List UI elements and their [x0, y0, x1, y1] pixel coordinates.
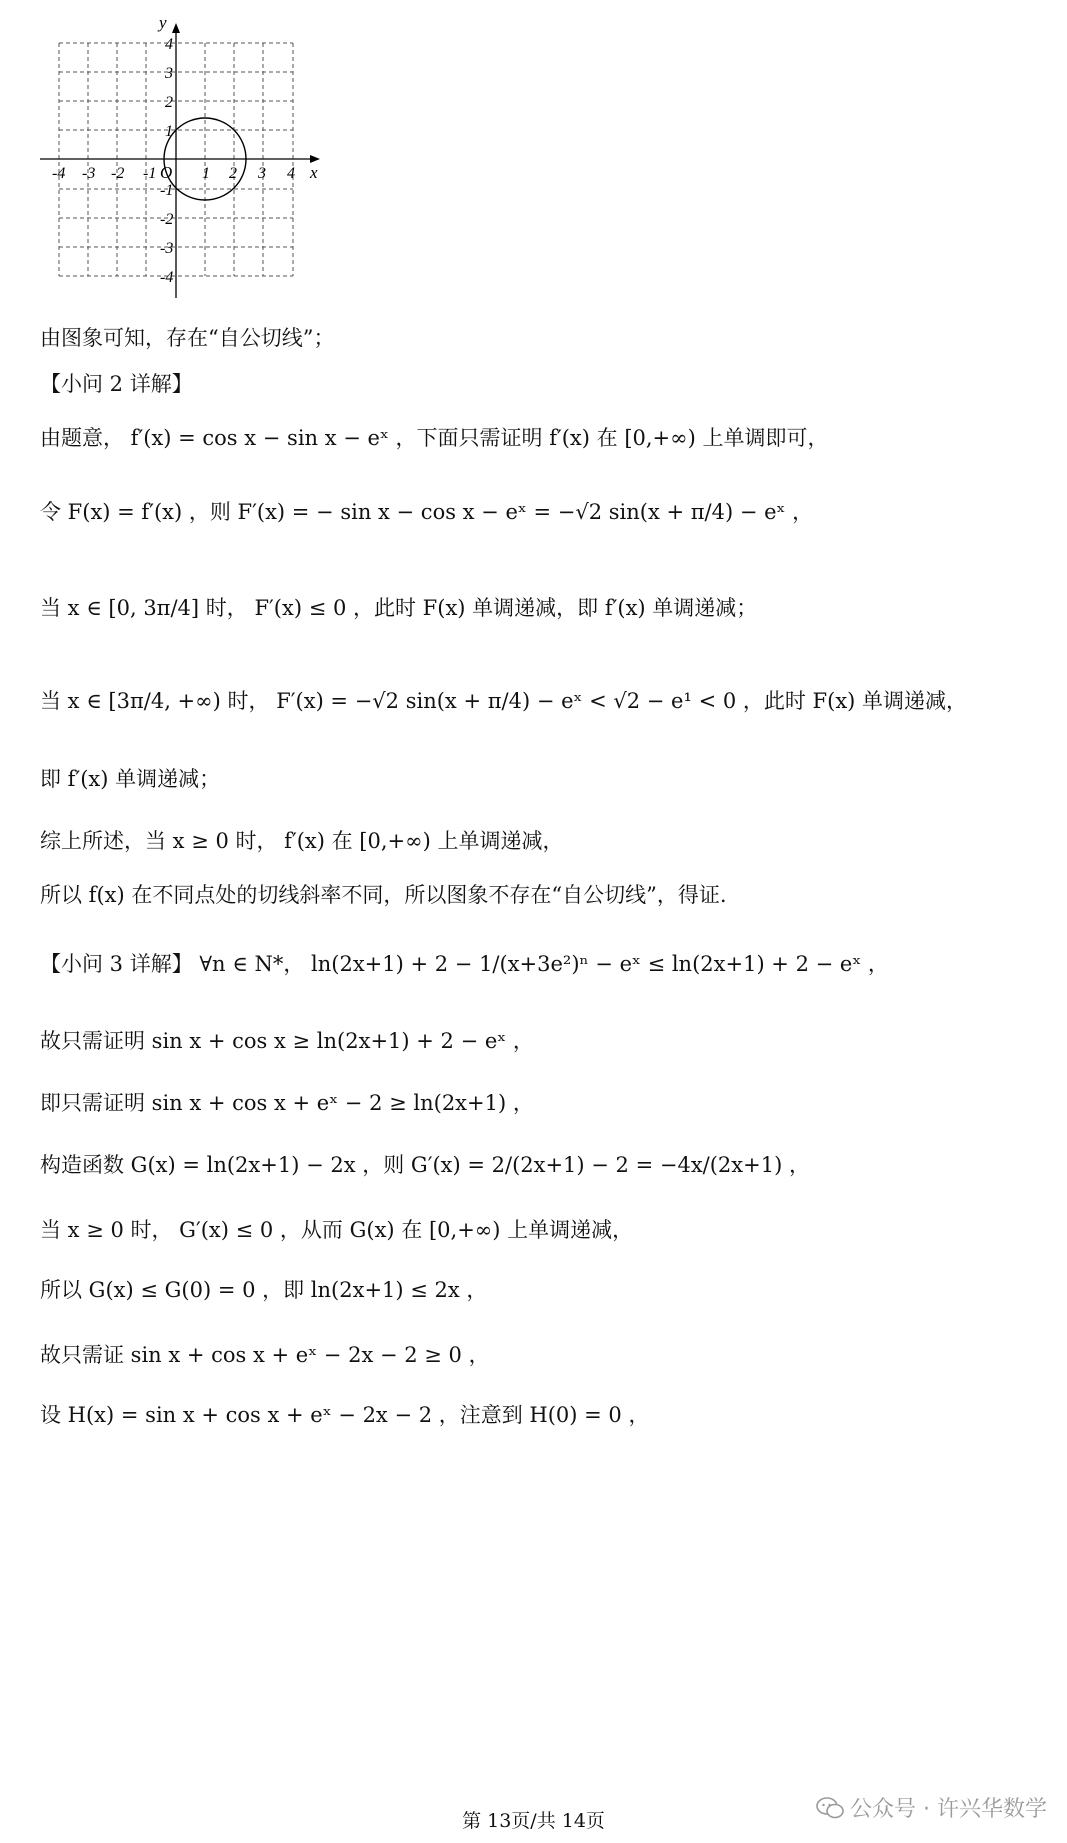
wechat-icon [816, 1797, 844, 1819]
y-tick-label: -4 [160, 269, 174, 286]
x-axis-label: x [310, 163, 318, 182]
coordinate-graph [40, 10, 340, 310]
y-tick-label: 1 [165, 123, 173, 140]
proof-line-q3-4: 当 x ≥ 0 时， G′(x) ≤ 0 ，从而 G(x) 在 [0,+∞) 上单调递减， [40, 1218, 634, 1242]
y-tick-label: 3 [165, 65, 173, 82]
x-tick-label: -1 [143, 165, 157, 182]
conclusion-line-1: 由图象可知，存在“自公切线”； [40, 326, 335, 350]
x-tick-label: -2 [111, 165, 125, 182]
proof-line-q3-7: 设 H(x) = sin x + cos x + eˣ − 2x − 2 ，注意到 H(0) = 0 ， [40, 1403, 650, 1427]
proof-line-q2-3: 当 x ∈ [0, 3π/4] 时， F′(x) ≤ 0 ，此时 F(x) 单调递减，即 f′(x) 单调递减； [40, 596, 758, 620]
x-tick-label: 2 [229, 165, 237, 182]
page-number: 第 13页/共 14页 [462, 1810, 605, 1832]
y-tick-label: 2 [165, 94, 173, 111]
x-tick-label: -3 [82, 165, 96, 182]
y-tick-label: -3 [160, 240, 174, 257]
x-tick-label: 1 [202, 165, 210, 182]
y-tick-label: -1 [160, 182, 174, 199]
proof-line-q2-7: 所以 f(x) 在不同点处的切线斜率不同，所以图象不存在“自公切线”，得证. [40, 883, 727, 907]
proof-line-q2-2: 令 F(x) = f′(x) ，则 F′(x) = − sin x − cos x − eˣ = −√2 sin(x + π/4) − eˣ ， [40, 500, 814, 524]
watermark-text: 公众号 · 许兴华数学 [850, 1797, 1047, 1822]
x-tick-labels [52, 165, 295, 182]
proof-line-q2-5: 即 f′(x) 单调递减； [40, 767, 221, 791]
proof-line-q3-1: 故只需证明 sin x + cos x ≥ ln(2x+1) + 2 − eˣ ， [40, 1029, 534, 1053]
y-tick-labels [160, 36, 173, 286]
origin-label: O [160, 163, 173, 182]
proof-line-q2-4: 当 x ∈ [3π/4, +∞) 时， F′(x) = −√2 sin(x + π/4) − eˣ < √2 − e¹ < 0 ，此时 F(x) 单调递减， [40, 689, 968, 713]
section-heading-q3: 【小问 3 详解】 ∀n ∈ N*， ln(2x+1) + 2 − 1/(x+3e²)ⁿ − eˣ ≤ ln(2x+1) + 2 − eˣ ， [40, 952, 889, 976]
proof-line-q3-2: 即只需证明 sin x + cos x + eˣ − 2 ≥ ln(2x+1) ， [40, 1091, 534, 1115]
proof-line-q3-6: 故只需证 sin x + cos x + eˣ − 2x − 2 ≥ 0 ， [40, 1343, 490, 1367]
section-heading-q2: 【小问 2 详解】 [40, 372, 193, 396]
proof-line-q3-5: 所以 G(x) ≤ G(0) = 0 ，即 ln(2x+1) ≤ 2x ， [40, 1278, 488, 1302]
x-tick-label: 3 [258, 165, 266, 182]
watermark [816, 1792, 1047, 1823]
proof-line-q3-3: 构造函数 G(x) = ln(2x+1) − 2x ，则 G′(x) = 2/(2x+1) − 2 = −4x/(2x+1) ， [40, 1153, 810, 1177]
proof-line-q2-1: 由题意， f′(x) = cos x − sin x − eˣ ，下面只需证明 f′(x) 在 [0,+∞) 上单调即可， [40, 426, 829, 450]
x-tick-label: 4 [287, 165, 295, 182]
y-axis-label: y [159, 13, 167, 32]
x-tick-label: -4 [52, 165, 66, 182]
y-tick-label: -2 [160, 211, 174, 228]
proof-line-q2-6: 综上所述，当 x ≥ 0 时， f′(x) 在 [0,+∞) 上单调递减， [40, 829, 564, 853]
axes [40, 23, 320, 298]
y-tick-label: 4 [165, 36, 173, 53]
